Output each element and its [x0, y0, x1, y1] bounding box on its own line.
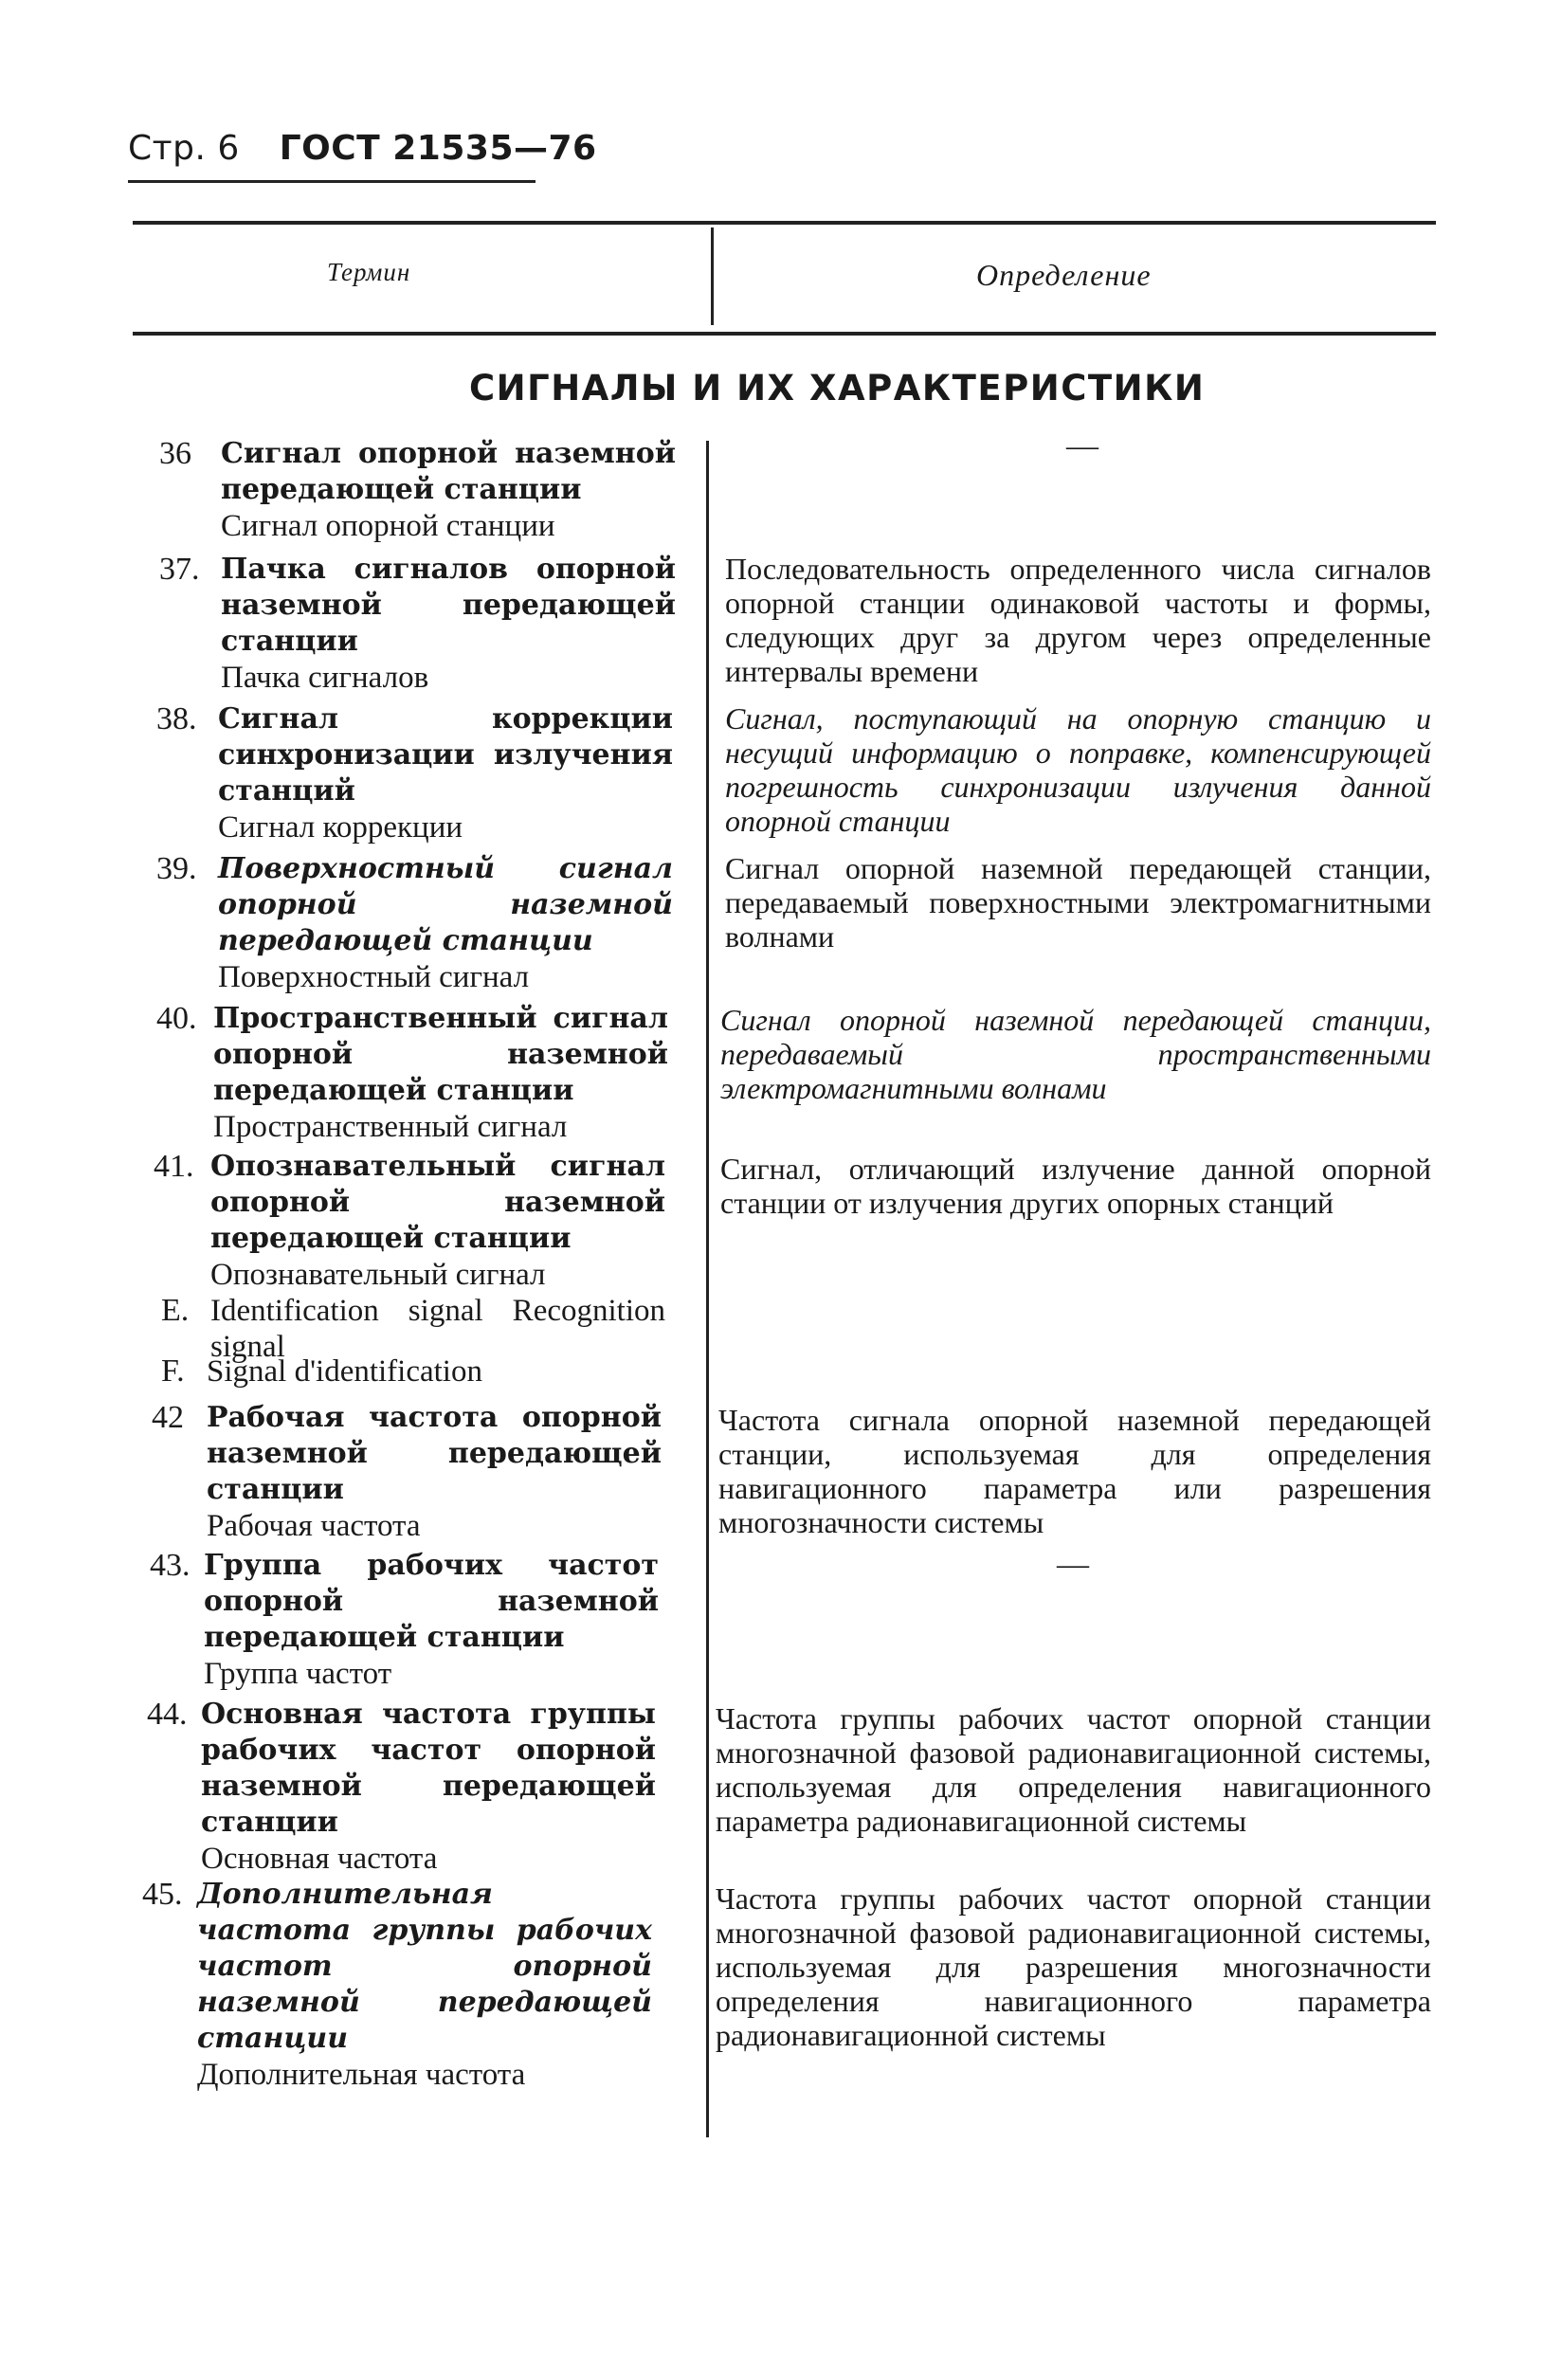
term-number: 40.: [156, 1001, 197, 1036]
term-entry: [213, 1001, 668, 1145]
foreign-equivalent-english: Identification signal Recognition signal: [210, 1294, 665, 1364]
term-short-form: Основная частота: [201, 1842, 438, 1876]
term-entry: [197, 1877, 652, 2093]
term-short-form: Сигнал опорной станции: [221, 509, 555, 543]
term-number: 41.: [154, 1149, 194, 1184]
table-header-bottom-rule: [133, 332, 1436, 336]
term-number: 43.: [150, 1548, 191, 1583]
term-entry: [207, 1400, 662, 1544]
term-entry: [218, 701, 673, 845]
term-short-form: Пачка сигналов: [221, 661, 429, 695]
term-short-form: Пространственный сигнал: [213, 1110, 568, 1144]
definition: Сигнал опорной наземной передающей станции, передаваемый поверхностными электромагнитными волнами: [725, 851, 1431, 954]
term-short-form: Опознавательный сигнал: [210, 1258, 546, 1292]
definition: Сигнал опорной наземной передающей станции, передаваемый пространственными электромагнитными волнами: [720, 1003, 1431, 1105]
term-entry: [210, 1149, 665, 1293]
term-name: Группа рабочих частот опорной наземной передающей станции: [204, 1549, 659, 1654]
term-entry: [204, 1548, 659, 1692]
foreign-language-label-e: Е.: [161, 1293, 190, 1328]
definition-dash: —: [1057, 1547, 1089, 1582]
term-name: Опознавательный сигнал опорной наземной передающей станции: [210, 1150, 665, 1255]
term-name: Сигнал опорной наземной передающей станции: [221, 437, 676, 506]
definition: Частота группы рабочих частот опорной станции многозначной фазовой радионавигационной системы, используемая для определения навигационного параметра радионавигационной системы: [716, 1701, 1431, 1838]
column-header-definition: Определение: [976, 258, 1152, 292]
term-short-form: Рабочая частота: [207, 1509, 421, 1543]
header-column-divider: [711, 227, 714, 325]
definition-dash: —: [1066, 428, 1098, 463]
term-entry: [218, 851, 673, 995]
table-top-rule: [133, 221, 1436, 225]
page-number: Стр. 6: [128, 129, 240, 168]
term-name: Поверхностный сигнал опорной наземной передающей станции: [218, 852, 673, 957]
term-short-form: Дополнительная частота: [197, 2058, 526, 2092]
term-entry: [201, 1697, 656, 1877]
term-short-form: Сигнал коррекции: [218, 810, 463, 845]
definition: Частота сигнала опорной наземной передающей станции, используемая для определения навигационного параметра или разрешения многозначности системы: [718, 1403, 1431, 1539]
body-column-divider: [706, 441, 709, 2137]
term-entry: [221, 436, 676, 544]
term-name: Пространственный сигнал опорной наземной передающей станции: [213, 1002, 668, 1107]
term-name: Дополнительная частота группы рабочих частот опорной наземной передающей станции: [197, 1878, 652, 2055]
term-number: 39.: [156, 851, 197, 886]
foreign-equivalent-french: Signal d'identification: [207, 1354, 482, 1389]
foreign-language-label-f: F.: [161, 1354, 185, 1389]
page-header: [128, 129, 597, 168]
column-header-term: Термин: [327, 258, 411, 286]
term-name: Пачка сигналов опорной наземной передающей станции: [221, 553, 676, 658]
term-short-form: Группа частот: [204, 1657, 392, 1691]
definition: Сигнал, отличающий излучение данной опорной станции от излучения других опорных станций: [720, 1152, 1431, 1220]
term-name: Основная частота группы рабочих частот опорной наземной передающей станции: [201, 1698, 656, 1839]
definition: Частота группы рабочих частот опорной станции многозначной фазовой радионавигационной системы, используемая для разрешения многозначности определения навигационного параметра радионавигационной системы: [716, 1881, 1431, 2052]
term-name: Сигнал коррекции синхронизации излучения станций: [218, 702, 673, 808]
term-number: 44.: [147, 1697, 188, 1732]
header-underline: [128, 180, 536, 183]
term-number: 38.: [156, 701, 197, 736]
definition: Сигнал, поступающий на опорную станцию и несущий информацию о поправке, компенсирующей погрешность синхронизации излучения данной опорной станции: [725, 701, 1431, 838]
term-number: 37.: [159, 552, 200, 587]
term-short-form: Поверхностный сигнал: [218, 960, 530, 994]
term-number: 45.: [142, 1877, 183, 1912]
section-title: СИГНАЛЫ И ИХ ХАРАКТЕРИСТИКИ: [469, 368, 1206, 409]
term-number: 42: [152, 1400, 184, 1435]
definition: Последовательность определенного числа сигналов опорной станции одинаковой частоты и формы, следующих друг за другом через определенные интервалы времени: [725, 552, 1431, 688]
term-number: 36: [159, 436, 191, 471]
term-entry: [221, 552, 676, 696]
document-id: ГОСТ 21535—76: [279, 129, 597, 168]
term-name: Рабочая частота опорной наземной передающей станции: [207, 1401, 662, 1506]
